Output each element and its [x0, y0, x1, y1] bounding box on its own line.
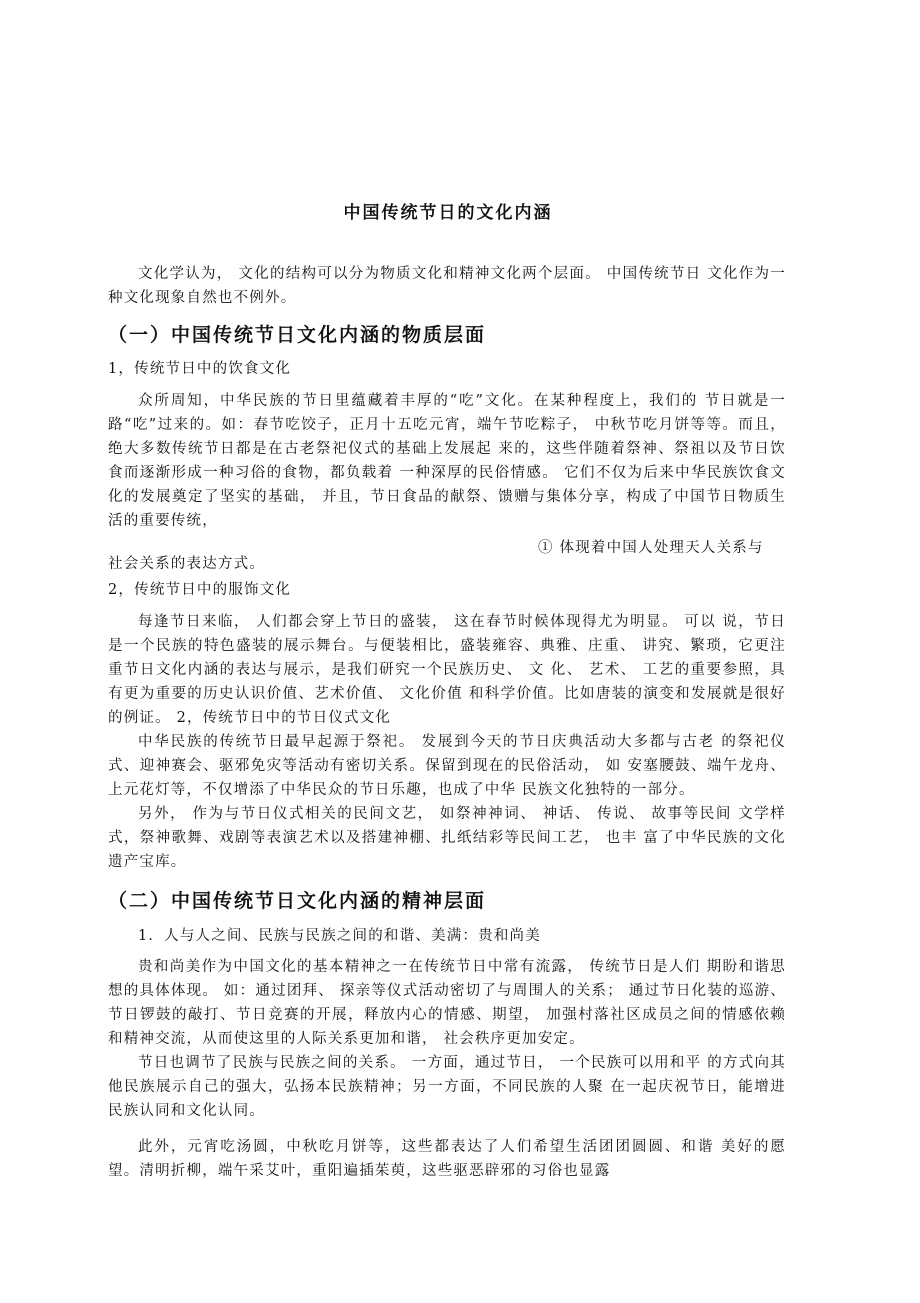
food-culture-tail: 社会关系的表达方式。	[108, 556, 265, 572]
folk-art-paragraph: 另外， 作为与节日仪式相关的民间文艺， 如祭神神词、 神话、 传说、 故事等民间 文学样式，祭神歌舞、戏剧等表演艺术以及搭建神棚、扎纸结彩等民间工艺， 也丰 富了中华民族的文化遗产宝库。	[108, 806, 786, 870]
food-culture-paragraph: 众所周知，中华民族的节日里蕴藏着丰厚的“吃”文化。在某种程度上，我们的 节日就是一路“吃”过来的。如：春节吃饺子，正月十五吃元宵，端午节吃粽子， 中秋节吃月饼等等。而且，绝大多数传统节日都是在古老祭祀仪式的基础上发展起 来的，这些伴随着祭神、祭祖以及节日饮食而逐渐形成一种习俗的食物，都负载着 一种深厚的民俗情感。 它们不仅为后来中华民族饮食文化的发展奠定了坚实的基础， 并且，节日食品的献祭、馈赠与集体分享，构成了中国节日物质生活的重要传统，	[108, 393, 786, 529]
section-2-heading: （二）中国传统节日文化内涵的精神层面	[108, 890, 487, 912]
ethnic-relations-paragraph: 节日也调节了民族与民族之间的关系。 一方面，通过节日， 一个民族可以用和平 的方式向其他民族展示自己的强大，弘扬本民族精神；另一方面，不同民族的人聚 在一起庆祝节日，能增进民族认同和文化认同。	[108, 1055, 786, 1119]
footnote-reference: ① 体现着中国人处理天人关系与	[538, 540, 764, 556]
subsection-harmony-title: 1．人与人之间、民族与民族之间的和谐、美满：贵和尚美	[138, 928, 541, 944]
ritual-culture-paragraph: 中华民族的传统节日最早起源于祭祀。 发展到今天的节日庆典活动大多都与古老 的祭祀仪式、迎神赛会、驱邪免灾等活动有密切关系。保留到现在的民俗活动， 如 安塞腰鼓、端午龙舟、上元花灯等，不仅增添了中华民众的节日乐趣，也成了中华 民族文化独特的一部分。	[108, 734, 786, 798]
section-1-heading: （一）中国传统节日文化内涵的物质层面	[108, 324, 487, 346]
subsection-food-title: 1，传统节日中的饮食文化	[108, 361, 292, 377]
customs-paragraph: 此外，元宵吃汤圆，中秋吃月饼等，这些都表达了人们希望生活团团圆圆、和谐 美好的愿望。清明折柳，端午采艾叶，重阳遍插茱萸，这些驱恶辟邪的习俗也显露	[108, 1139, 786, 1179]
document-title: 中国传统节日的文化内涵	[343, 203, 553, 223]
harmony-paragraph: 贵和尚美作为中国文化的基本精神之一在传统节日中常有流露， 传统节日是人们 期盼和谐思想的具体体现。 如：通过团拜、 探亲等仪式活动密切了与周围人的关系； 通过节日化装的巡游、节日锣鼓的敲打、节日竞赛的开展，释放内心的情感、期望， 加强村落社区成员之间的情感依赖和精神交流，从而使这里的人际关系更加和谐， 社会秩序更加安定。	[108, 959, 786, 1047]
subsection-costume-title: 2，传统节日中的服饰文化	[108, 582, 292, 598]
intro-paragraph: 文化学认为， 文化的结构可以分为物质文化和精神文化两个层面。 中国传统节日 文化作为一种文化现象自然也不例外。	[108, 266, 786, 306]
costume-culture-paragraph: 每逢节日来临， 人们都会穿上节日的盛装， 这在春节时候体现得尤为明显。 可以 说，节日是一个民族的特色盛装的展示舞台。与便装相比，盛装雍容、典雅、庄重、 讲究、繁琐，它更注重节日文化内涵的表达与展示，是我们研究一个民族历史、 文 化、 艺术、 工艺的重要参照，具有更为重要的历史认识价值、艺术价值、 文化价值 和科学价值。比如唐装的演变和发展就是很好的例证。 2，传统节日中的节日仪式文化	[108, 614, 786, 726]
